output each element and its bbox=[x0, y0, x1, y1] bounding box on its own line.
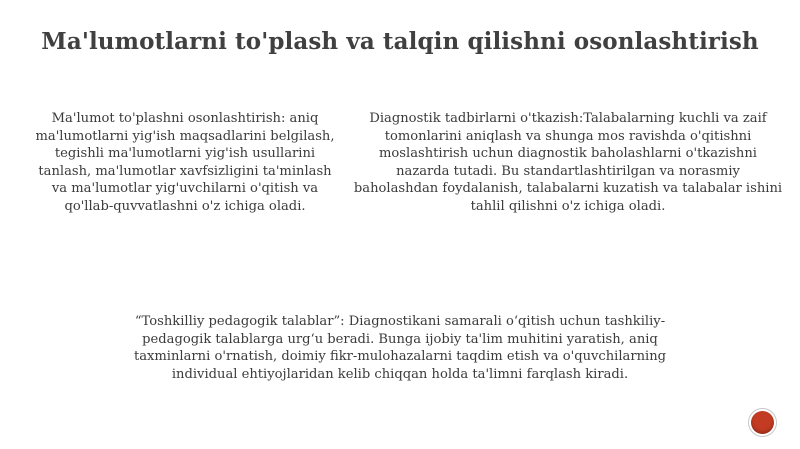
left-paragraph: Ma'lumot to'plashni osonlashtirish: aniq ma'lumotlarni yig'ish maqsadlarini belgilash, tegishli ma'lumotlarni yig'ish usullarini tanlash, ma'lumotlar xavfsizligini ta'minlash va ma'lumotlar yig'uvchilarni o'qitish va qo'llab-quvvatlashni o'z ichiga oladi. bbox=[35, 111, 335, 214]
next-slide-button[interactable] bbox=[748, 408, 777, 437]
circle-nav-icon bbox=[751, 411, 774, 434]
right-paragraph: Diagnostik tadbirlarni o'tkazish:Talabalarning kuchli va zaif tomonlarini aniqlash va shunga mos ravishda o'qitishni moslashtirish uchun diagnostik baholashlarni o'tkazishni nazarda tutadi. Bu standartlashtirilgan va norasmiy baholashdan foydalanish, talabalarni kuzatish va talabalar ishini tahlil qilishni o'z ichiga oladi. bbox=[353, 111, 783, 214]
slide-title: Ma'lumotlarni to'plash va talqin qilishni osonlashtirish bbox=[41, 28, 759, 55]
bottom-paragraph: “Toshkilliy pedagogik talablar”: Diagnostikani samarali o‘qitish uchun tashkiliy-pedagogik talablarga urg‘u beradi. Bunga ijobiy ta'lim muhitini yaratish, aniq taxminlarni o'rnatish, doimiy fikr-mulohazalarni taqdim etish va o'quvchilarning individual ehtiyojlaridan kelib chiqqan holda ta'limni farqlash kiradi. bbox=[133, 314, 667, 382]
